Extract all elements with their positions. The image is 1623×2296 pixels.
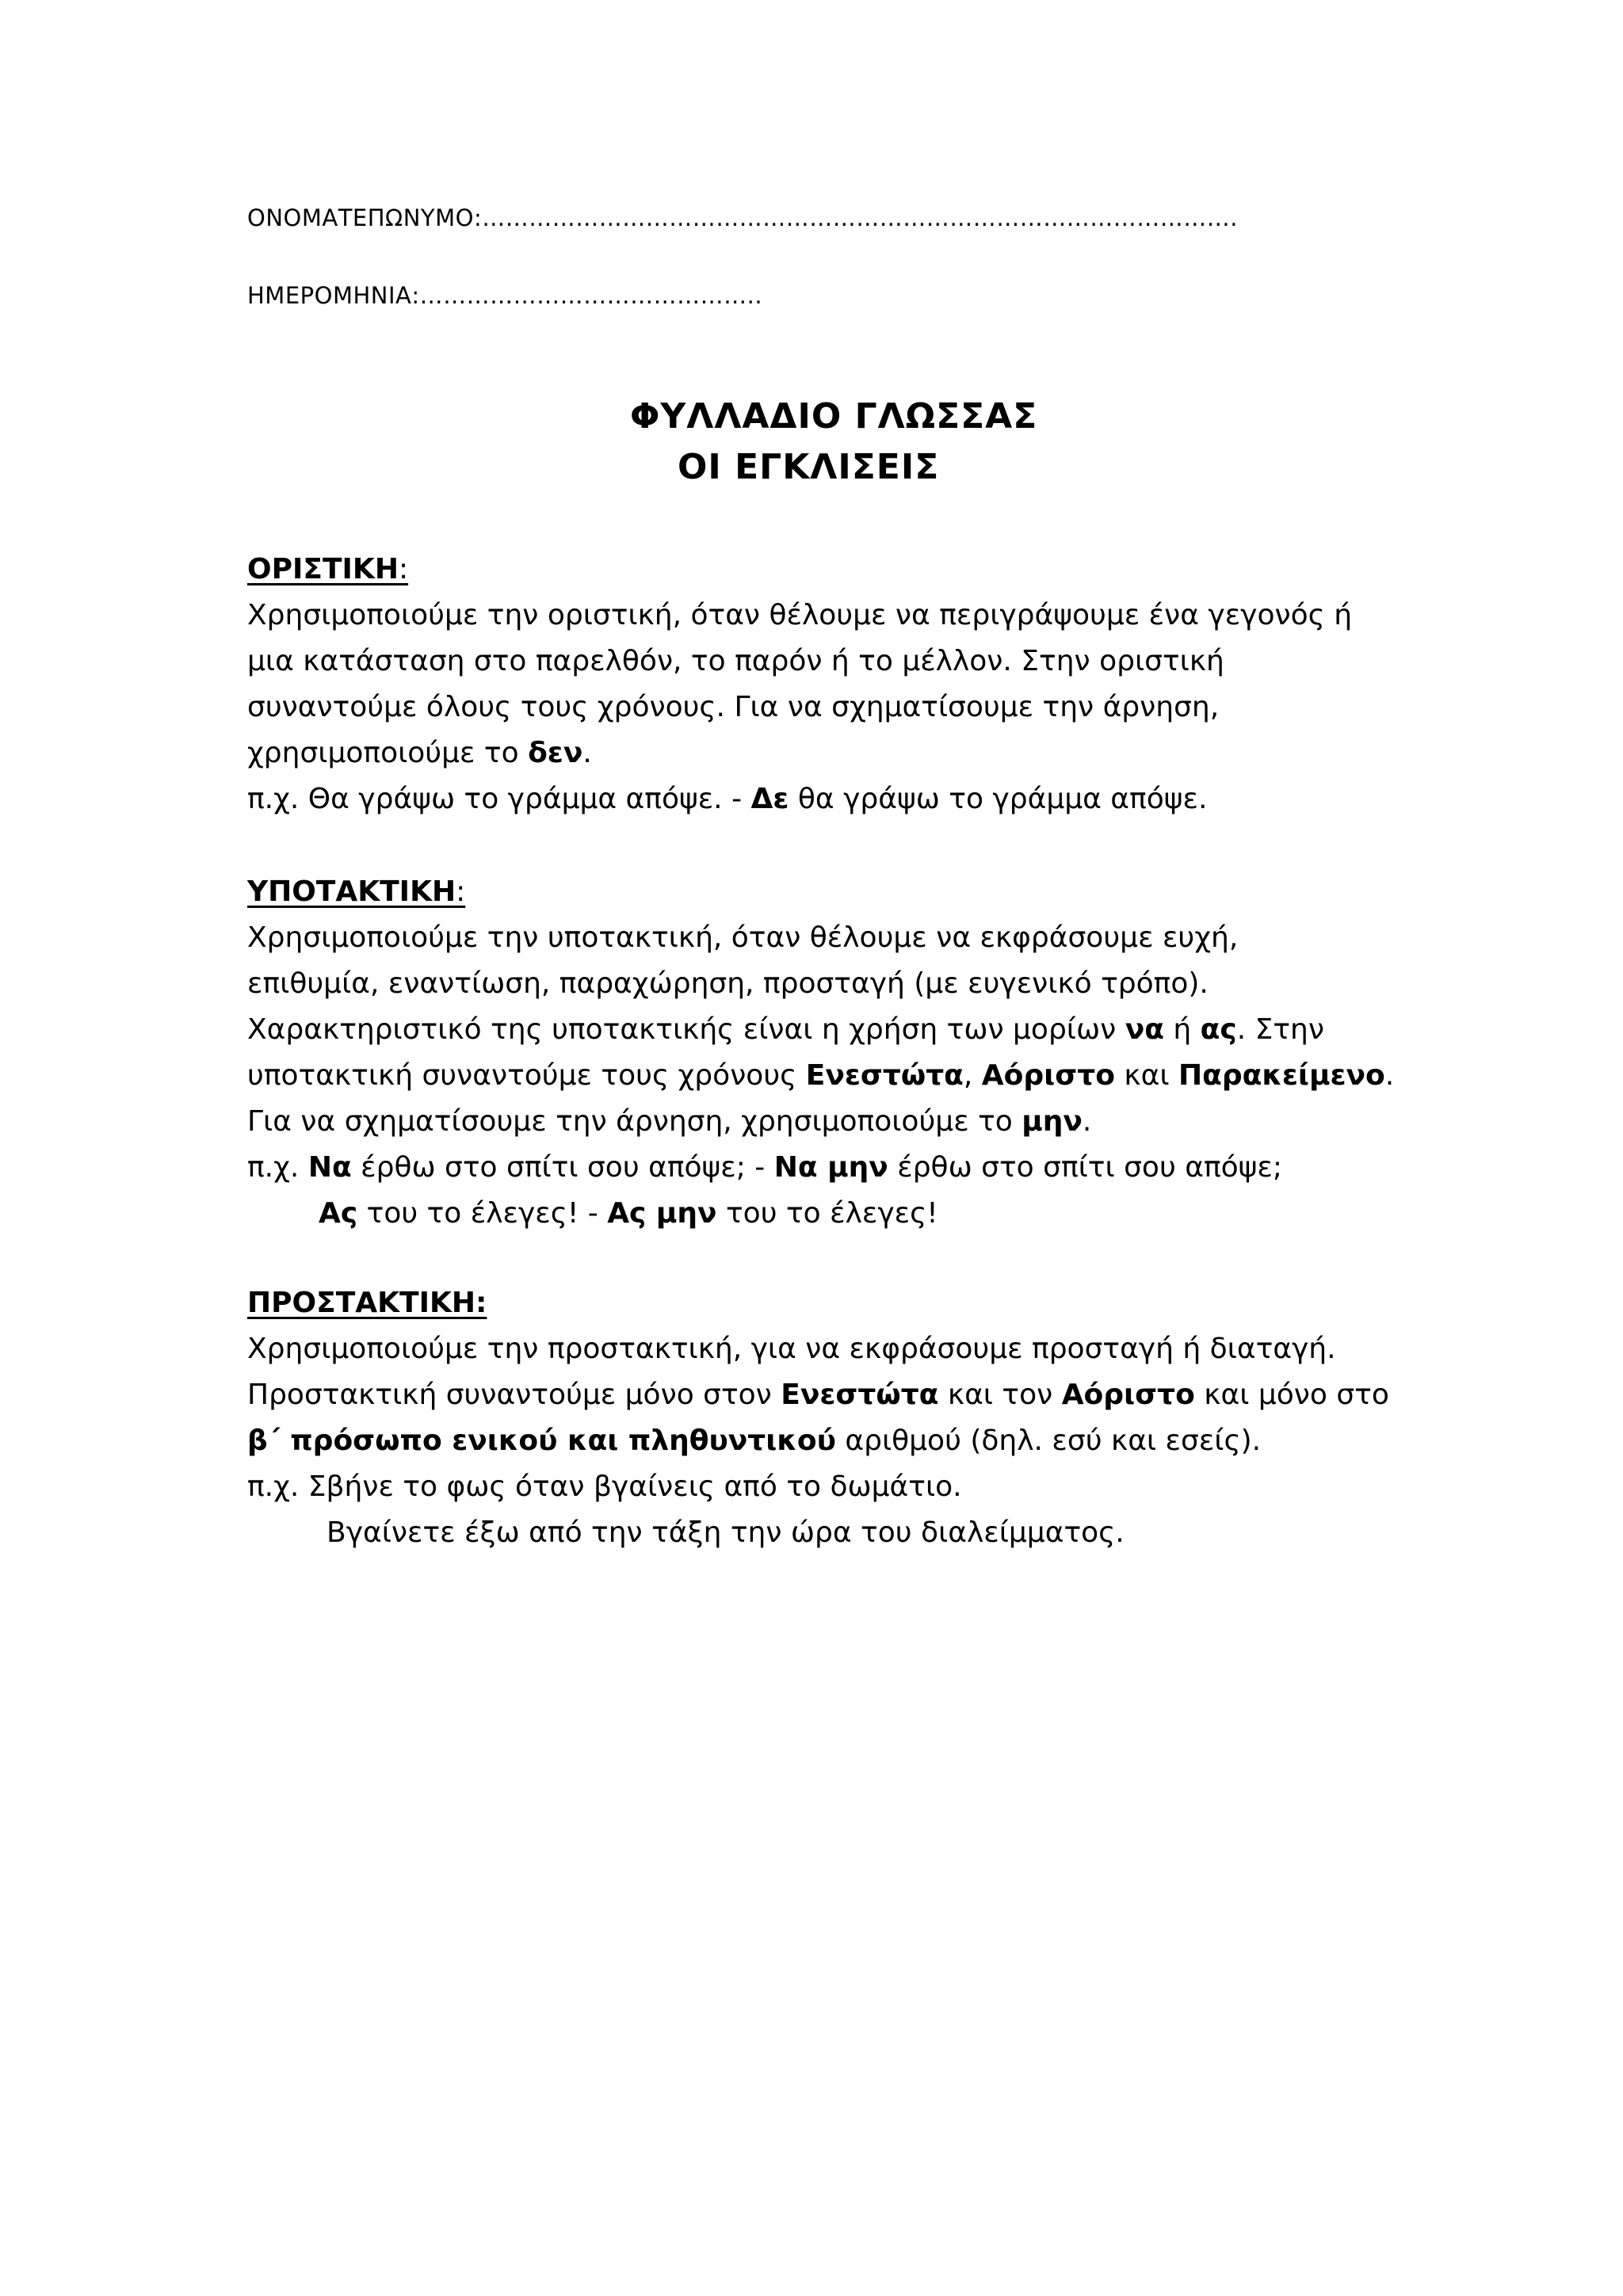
paragraph-line xyxy=(247,1007,1388,1053)
text-run: υποτακτική συναντούμε τους χρόνους xyxy=(247,1059,806,1092)
name-field-line: ΟΝΟΜΑΤΕΠΩΝΥΜΟ:……………………………………………………………………………………. xyxy=(247,204,1238,231)
text-run: θα γράψω το γράμμα απόψε. xyxy=(789,783,1208,815)
bold-term: Ενεστώτα xyxy=(805,1059,964,1092)
text-run: , xyxy=(963,1059,982,1092)
paragraph-line: Χρησιμοποιούμε την προστακτική, για να εκφράσουμε προσταγή ή διαταγή. xyxy=(247,1333,1336,1365)
section-heading xyxy=(247,869,1388,915)
example-line: π.χ. Σβήνε το φως όταν βγαίνεις από το δωμάτιο. xyxy=(247,1470,962,1503)
paragraph-line xyxy=(247,1053,1395,1099)
section-heading xyxy=(247,547,1388,593)
text-run: χρησιμοποιούμε το xyxy=(247,737,529,769)
bold-term: Ας xyxy=(319,1197,358,1230)
worksheet-subtitle: ΟΙ ΕΓΚΛΙΣΕΙΣ xyxy=(678,447,940,487)
paragraph-line xyxy=(247,1418,1388,1464)
bold-term: Ας μην xyxy=(607,1197,717,1230)
text-run: . xyxy=(582,737,592,769)
text-run: Για να σχηματίσουμε την άρνηση, χρησιμοποιούμε το xyxy=(247,1105,1022,1138)
bold-term: μην xyxy=(1022,1105,1083,1138)
paragraph-line: επιθυμία, εναντίωση, παραχώρηση, προσταγή (με ευγενικό τρόπο). xyxy=(247,967,1209,1000)
paragraph-line: Χρησιμοποιούμε την οριστική, όταν θέλουμε να περιγράψουμε ένα γεγονός ή xyxy=(247,599,1353,631)
paragraph-line: συναντούμε όλους τους χρόνους. Για να σχηματίσουμε την άρνηση, xyxy=(247,691,1220,723)
text-run: Χαρακτηριστικό της υποτακτικής είναι η χρήση των μορίων xyxy=(247,1013,1125,1046)
text-run: . xyxy=(1082,1105,1092,1138)
text-run: και μόνο στο xyxy=(1194,1379,1389,1411)
bold-term: Αόριστο xyxy=(1061,1379,1195,1411)
example-line xyxy=(247,1145,1388,1191)
paragraph-line xyxy=(247,1099,1388,1145)
section-oristiki xyxy=(247,547,1388,822)
bold-term: β΄ πρόσωπο ενικού και πληθυντικού xyxy=(247,1425,836,1457)
paragraph-line xyxy=(247,1372,1388,1418)
text-run: π.χ. Θα γράψω το γράμμα απόψε. - xyxy=(247,783,751,815)
bold-term: Ενεστώτα xyxy=(781,1379,939,1411)
section-heading: ΠΡΟΣΤΑΚΤΙΚΗ: xyxy=(247,1287,487,1319)
bold-term: Αόριστο xyxy=(981,1059,1115,1092)
date-field-line: ΗΜΕΡΟΜΗΝΙΑ:…………………………………….. xyxy=(247,282,763,309)
text-run: έρθω στο σπίτι σου απόψε; - xyxy=(351,1151,774,1184)
bold-term: Παρακείμενο xyxy=(1178,1059,1385,1092)
text-run: και τον xyxy=(938,1379,1062,1411)
bold-term: Να μην xyxy=(773,1151,888,1184)
text-run: έρθω στο σπίτι σου απόψε; xyxy=(888,1151,1282,1184)
worksheet-title: ΦΥΛΛΑΔΙΟ ΓΛΩΣΣΑΣ xyxy=(630,396,1038,437)
text-run: του το έλεγες! xyxy=(716,1197,938,1230)
bold-term: δεν xyxy=(528,737,583,769)
bold-term: Δε xyxy=(750,783,789,815)
heading-colon: : xyxy=(456,875,466,908)
paragraph-line xyxy=(247,730,1388,776)
text-run: π.χ. xyxy=(247,1151,308,1184)
bold-term: να xyxy=(1125,1013,1164,1046)
text-run: Προστακτική συναντούμε μόνο στον xyxy=(247,1379,781,1411)
example-line: Βγαίνετε έξω από την τάξη την ώρα του διαλείμματος. xyxy=(327,1516,1125,1549)
example-line xyxy=(247,1191,1388,1237)
bold-term: ας xyxy=(1200,1013,1237,1046)
example-line xyxy=(247,776,1388,822)
section-prostaktiki xyxy=(247,1280,1388,1556)
paragraph-line: μια κατάσταση στο παρελθόν, το παρόν ή το μέλλον. Στην οριστική xyxy=(247,645,1224,677)
section-ypotaktiki xyxy=(247,869,1395,1237)
heading-text: ΟΡΙΣΤΙΚΗ xyxy=(247,553,399,585)
heading-colon: : xyxy=(398,553,409,585)
bold-term: Να xyxy=(307,1151,352,1184)
text-run: . xyxy=(1384,1059,1395,1092)
text-run: του το έλεγες! - xyxy=(357,1197,608,1230)
text-run: . Στην xyxy=(1236,1013,1324,1046)
heading-text: ΥΠΟΤΑΚΤΙΚΗ xyxy=(247,875,456,908)
text-run: ή xyxy=(1163,1013,1201,1046)
text-run: και xyxy=(1114,1059,1178,1092)
paragraph-line: Χρησιμοποιούμε την υποτακτική, όταν θέλουμε να εκφράσουμε ευχή, xyxy=(247,921,1239,954)
text-run: αριθμού (δηλ. εσύ και εσείς). xyxy=(835,1425,1262,1457)
